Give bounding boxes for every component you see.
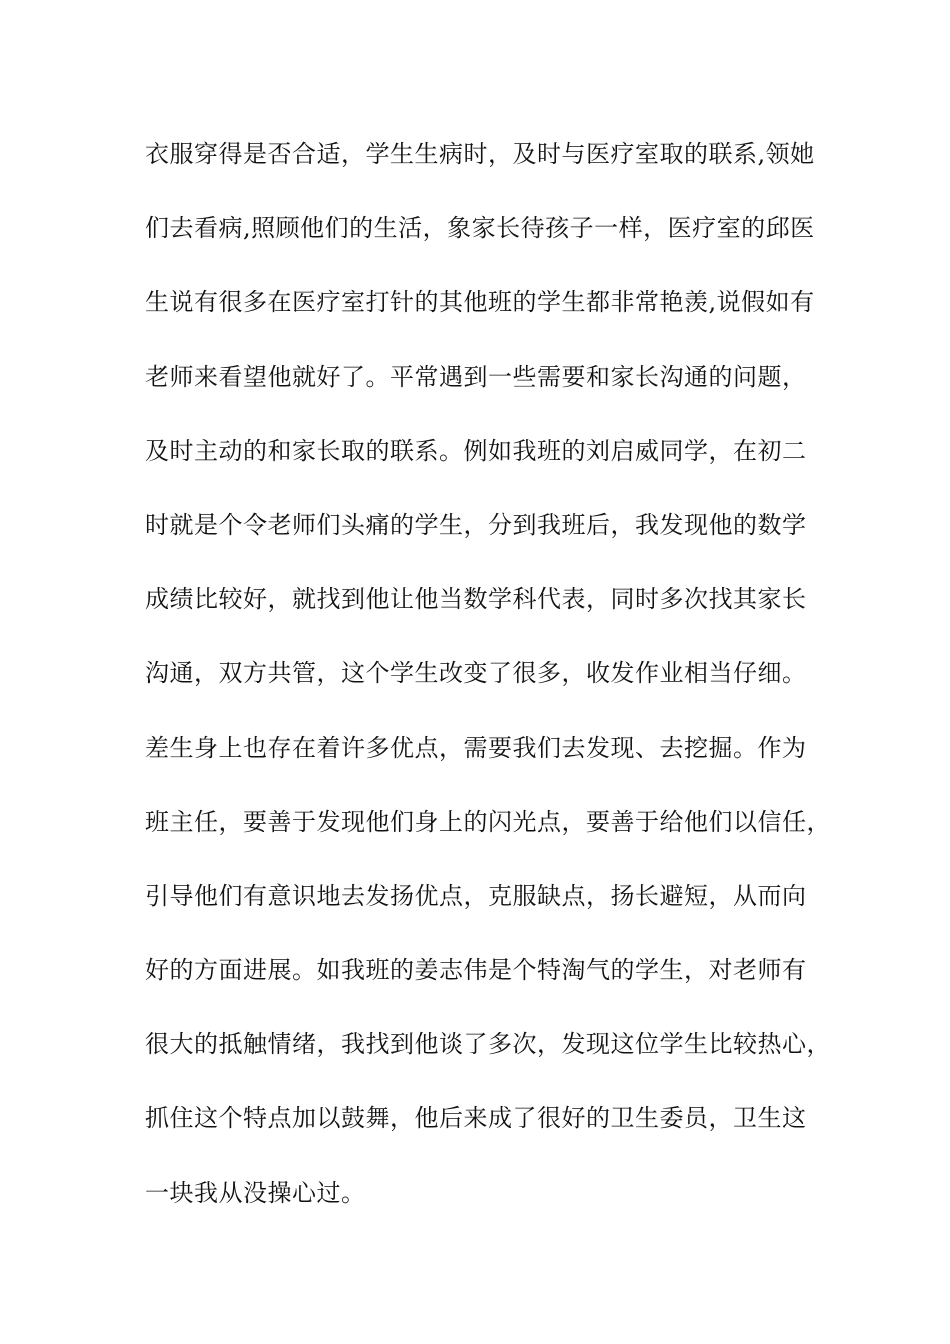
text-line: 一块我从没操心过。 bbox=[145, 1178, 366, 1207]
text-line: 沟通，双方共管，这个学生改变了很多，收发作业相当仔细。 bbox=[145, 659, 807, 688]
text-line: 班主任，要善于发现他们身上的闪光点，要善于给他们以信任， bbox=[145, 807, 831, 836]
text-line: 老师来看望他就好了。平常遇到一些需要和家长沟通的问题， bbox=[145, 362, 807, 391]
text-line: 及时主动的和家长取的联系。例如我班的刘启威同学，在初二 bbox=[145, 436, 807, 465]
text-line: 生说有很多在医疗室打针的其他班的学生都非常艳羡,说假如有 bbox=[145, 288, 815, 317]
text-line: 成绩比较好，就找到他让他当数学科代表，同时多次找其家长 bbox=[145, 585, 807, 614]
text-line: 时就是个令老师们头痛的学生，分到我班后，我发现他的数学 bbox=[145, 510, 807, 539]
text-line: 差生身上也存在着许多优点，需要我们去发现、去挖掘。作为 bbox=[145, 733, 807, 762]
text-line: 们去看病,照顾他们的生活，象家长待孩子一样，医疗室的邱医 bbox=[145, 214, 815, 243]
text-line: 抓住这个特点加以鼓舞，他后来成了很好的卫生委员，卫生这 bbox=[145, 1104, 807, 1133]
text-line: 很大的抵触情绪，我找到他谈了多次，发现这位学生比较热心， bbox=[145, 1030, 831, 1059]
text-line: 好的方面进展。如我班的姜志伟是个特淘气的学生，对老师有 bbox=[145, 956, 807, 985]
text-line: 引导他们有意识地去发扬优点，克服缺点，扬长避短，从而向 bbox=[145, 881, 807, 910]
body-text bbox=[145, 133, 835, 1246]
text-line: 衣服穿得是否合适，学生生病时，及时与医疗室取的联系,领她 bbox=[145, 140, 815, 168]
